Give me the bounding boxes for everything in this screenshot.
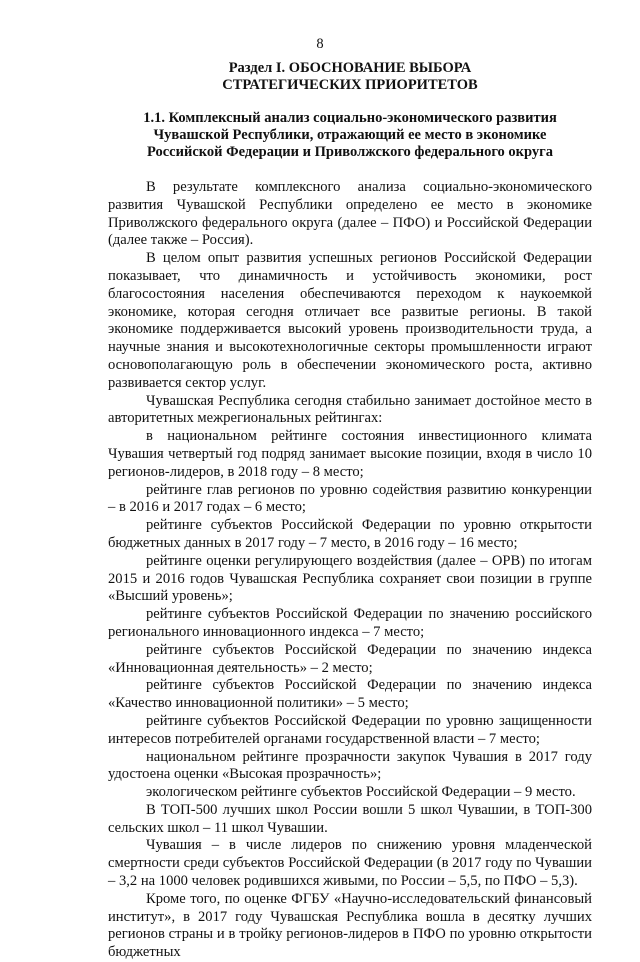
body-text xyxy=(108,179,592,962)
subsection-title-line: Чувашской Республики, отражающий ее место в экономике xyxy=(153,127,547,143)
paragraph-intro: В результате комплексного анализа социально-экономического развития Чувашской Республики определено ее место в экономике Приволжского федерального округа (далее – ПФО) и Российской Федерации (далее также – Россия). xyxy=(108,179,592,249)
list-item-competition: рейтинге глав регионов по уровню содействия развитию конкуренции – в 2016 и 2017 годах – 6 место; xyxy=(108,481,592,516)
paragraph-financial-institute: Кроме того, по оценке ФГБУ «Научно-исследовательский финансовый институт», в 2017 году Чувашская Республика вошла в десятку лучших регионов страны и в тройку регионов-лидеров в ПФО по уровню открытости бюджетных xyxy=(108,890,592,961)
list-item-innovation-activity: рейтинге субъектов Российской Федерации по значению индекса «Инновационная деятельность» – 2 место; xyxy=(108,641,592,676)
subsection-title-line: Российской Федерации и Приволжского федерального округа xyxy=(147,144,553,160)
paragraph-schools: В ТОП-500 лучших школ России вошли 5 школ Чувашии, в ТОП-300 сельских школ – 11 школ Чувашии. xyxy=(108,801,592,836)
subsection-title xyxy=(108,110,592,161)
list-item-orv: рейтинге оценки регулирующего воздействия (далее – ОРВ) по итогам 2015 и 2016 годов Чувашская Республика сохраняет свои позиции в группе «Высший уровень»; xyxy=(108,552,592,605)
paragraph-ratings-intro: Чувашская Республика сегодня стабильно занимает достойное место в авторитетных межрегиональных рейтингах: xyxy=(108,392,592,427)
list-item-procurement: национальном рейтинге прозрачности закупок Чувашия в 2017 году удостоена оценки «Высокая прозрачность»; xyxy=(108,748,592,783)
subsection-title-line: 1.1. Комплексный анализ социально-экономического развития xyxy=(143,110,557,126)
paragraph-experience: В целом опыт развития успешных регионов Российской Федерации показывает, что динамичность и устойчивость экономики, рост благосостояния населения обеспечиваются переходом к наукоемкой экономике, которая сегодня отличает все развитые регионы. В такой экономике поддерживается высокий уровень производительности труда, а научные знания и высокотехнологичные секторы промышленности играют основополагающую роль в обеспечении экономического роста, активно развивается сектор услуг. xyxy=(108,250,592,391)
section-title-line: СТРАТЕГИЧЕСКИХ ПРИОРИТЕТОВ xyxy=(222,77,478,93)
list-item-ecology: экологическом рейтинге субъектов Российской Федерации – 9 место. xyxy=(146,784,576,801)
page-number: 8 xyxy=(316,36,324,52)
list-item-consumer-protection: рейтинге субъектов Российской Федерации по уровню защищенности интересов потребителей органами государственной власти – 7 место; xyxy=(108,712,592,747)
section-title-line: Раздел I. ОБОСНОВАНИЕ ВЫБОРА xyxy=(228,60,472,76)
paragraph-infant-mortality: Чувашия – в числе лидеров по снижению уровня младенческой смертности среди субъектов Российской Федерации (в 2017 году по Чувашии – 3,2 на 1000 человек родившихся живыми, по России – 5,5, по ПФО – 5,3). xyxy=(108,837,592,890)
list-item-budget-openness: рейтинге субъектов Российской Федерации по уровню открытости бюджетных данных в 2017 году – 7 место, в 2016 году – 16 место; xyxy=(108,517,592,551)
list-item-investment-climate: в национальном рейтинге состояния инвестиционного климата Чувашия четвертый год подряд занимает высокие позиции, входя в число 10 регионов-лидеров, в 2018 году – 8 место; xyxy=(108,428,592,480)
section-title xyxy=(108,60,592,94)
list-item-innovation-policy: рейтинге субъектов Российской Федерации по значению индекса «Качество инновационной политики» – 5 место; xyxy=(108,677,592,712)
list-item-innovation-index: рейтинге субъектов Российской Федерации по значению российского регионального инновационного индекса – 7 место; xyxy=(108,606,592,640)
